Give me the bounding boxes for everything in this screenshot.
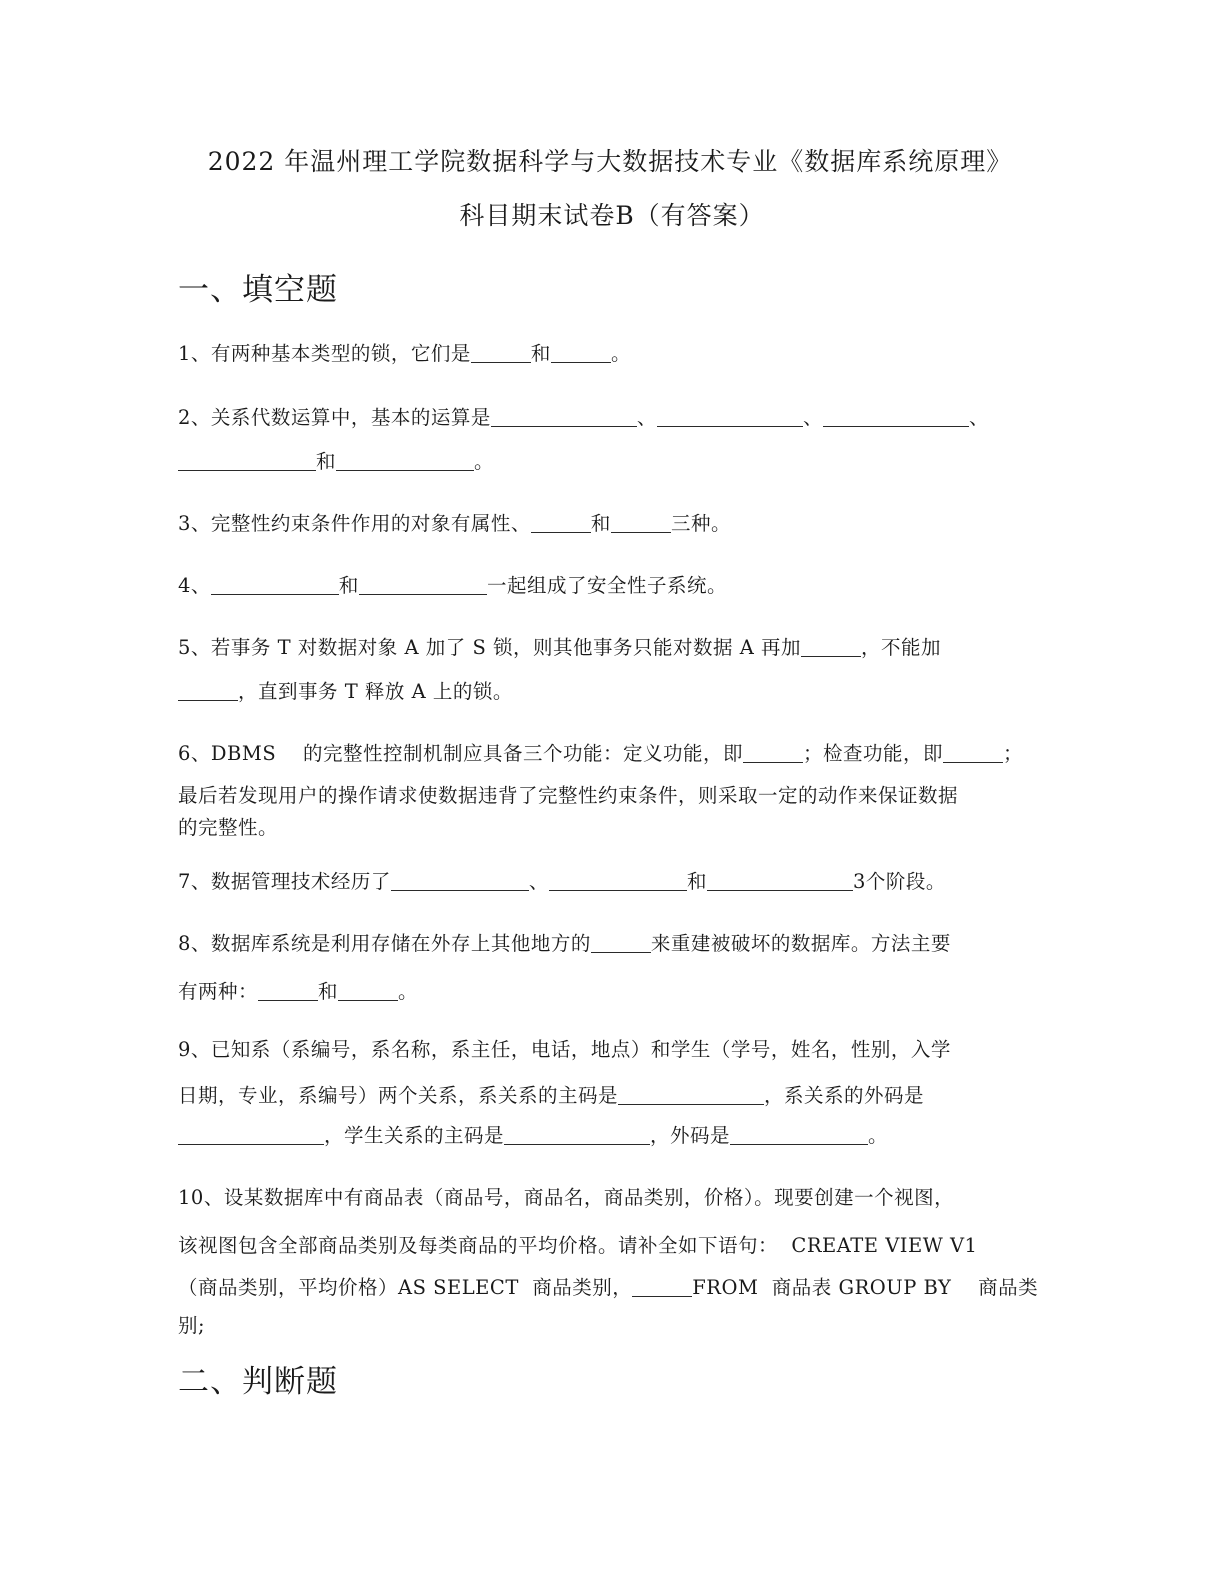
answer-blank [531,514,591,533]
question-5-mid: ，不能加 [861,636,942,659]
question-2-sep: 、 [968,406,989,429]
question-9-line2 [178,1082,924,1110]
question-2-sep: 、 [636,406,657,429]
question-4-end: 一起组成了安全性子系统。 [486,574,727,597]
answer-blank [211,576,339,595]
section-fill-blank-heading: 一、填空题 [178,272,338,308]
answer-blank [258,982,318,1001]
question-4-text: 4、 [178,574,211,597]
answer-blank [618,1086,764,1105]
question-9-mid2: ，学生关系的主码是 [324,1124,505,1147]
question-7-and: 和 [686,870,707,893]
question-8-line2 [178,978,418,1006]
question-5-end: ，直到事务 T 释放 A 上的锁。 [238,680,513,703]
question-6-mid: ；检查功能，即 [803,742,944,765]
question-9-mid3: ，外码是 [650,1124,731,1147]
answer-blank [178,682,238,701]
question-9-end: 。 [868,1124,889,1147]
question-9-text2: 日期，专业，系编号）两个关系，系关系的主码是 [178,1084,619,1107]
question-8-text: 8、数据库系统是利用存储在外存上其他地方的 [178,932,591,955]
question-8-end: 。 [398,980,419,1003]
question-4 [178,572,727,600]
answer-blank [943,744,1003,763]
question-6-text: 6、DBMS 的完整性控制机制应具备三个功能：定义功能，即 [178,742,743,765]
question-8 [178,930,951,958]
question-7 [178,868,946,896]
question-3-text: 3、完整性约束条件作用的对象有属性、 [178,512,531,535]
answer-blank [471,344,531,363]
question-5-text: 5、若事务 T 对数据对象 A 加了 S 锁，则其他事务只能对数据 A 再加 [178,636,802,659]
question-2-and: 和 [316,450,337,473]
question-1-end: 。 [610,342,631,365]
answer-blank [632,1278,692,1297]
answer-blank [551,344,611,363]
question-6-line3: 的完整性。 [178,816,279,839]
question-3-end: 三种。 [670,512,731,535]
question-8-mid: 来重建被破坏的数据库。方法主要 [650,932,951,955]
answer-blank [743,744,803,763]
question-3-and: 和 [590,512,611,535]
question-3 [178,510,731,538]
answer-blank [591,934,651,953]
question-10-mid: FROM 商品表 GROUP BY 商品类 [692,1276,1039,1299]
question-2 [178,404,989,432]
question-10-line2: 该视图包含全部商品类别及每类商品的平均价格。请补全如下语句： CREATE VIEW V1 [178,1234,978,1257]
question-7-end: 3个阶段。 [852,870,946,893]
question-6-end: ； [1003,742,1024,765]
question-2-end: 。 [474,450,495,473]
answer-blank [391,872,529,891]
answer-blank [491,408,637,427]
question-1 [178,340,631,368]
question-5 [178,634,941,662]
question-2-text: 2、关系代数运算中，基本的运算是 [178,406,491,429]
question-8-and: 和 [318,980,339,1003]
answer-blank [336,452,474,471]
answer-blank [178,1126,324,1145]
question-2-line2 [178,448,494,476]
question-2-sep: 、 [802,406,823,429]
answer-blank [730,1126,868,1145]
exam-title-line2: 科目期末试卷B（有答案） [459,201,765,230]
question-10-line4: 别; [178,1314,206,1337]
question-10: 10、设某数据库中有商品表（商品号，商品名，商品类别，价格）。现要创建一个视图， [178,1186,955,1209]
question-5-line2 [178,678,513,706]
exam-title-line1: 2022 年温州理工学院数据科学与大数据技术专业《数据库系统原理》 [207,147,1013,176]
answer-blank [504,1126,650,1145]
question-1-text: 1、有两种基本类型的锁，它们是 [178,342,471,365]
question-6 [178,740,1023,768]
answer-blank [178,452,316,471]
question-9-line3 [178,1122,888,1150]
answer-blank [549,872,687,891]
question-10-line3 [178,1274,1038,1302]
answer-blank [611,514,671,533]
answer-blank [338,982,398,1001]
section-true-false-heading: 二、判断题 [178,1364,338,1400]
question-7-text: 7、数据管理技术经历了 [178,870,391,893]
answer-blank [657,408,803,427]
question-1-and: 和 [530,342,551,365]
answer-blank [707,872,853,891]
question-8-text2: 有两种： [178,980,259,1003]
question-4-and: 和 [338,574,359,597]
question-10-text3: （商品类别，平均价格）AS SELECT 商品类别， [178,1276,633,1299]
answer-blank [359,576,487,595]
question-9-mid: ，系关系的外码是 [764,1084,925,1107]
question-9: 9、已知系（系编号，系名称，系主任，电话，地点）和学生（学号，姓名，性别，入学 [178,1038,951,1061]
question-7-sep: 、 [528,870,549,893]
answer-blank [823,408,969,427]
answer-blank [801,638,861,657]
question-6-line2: 最后若发现用户的操作请求使数据违背了完整性约束条件，则采取一定的动作来保证数据 [178,784,959,807]
